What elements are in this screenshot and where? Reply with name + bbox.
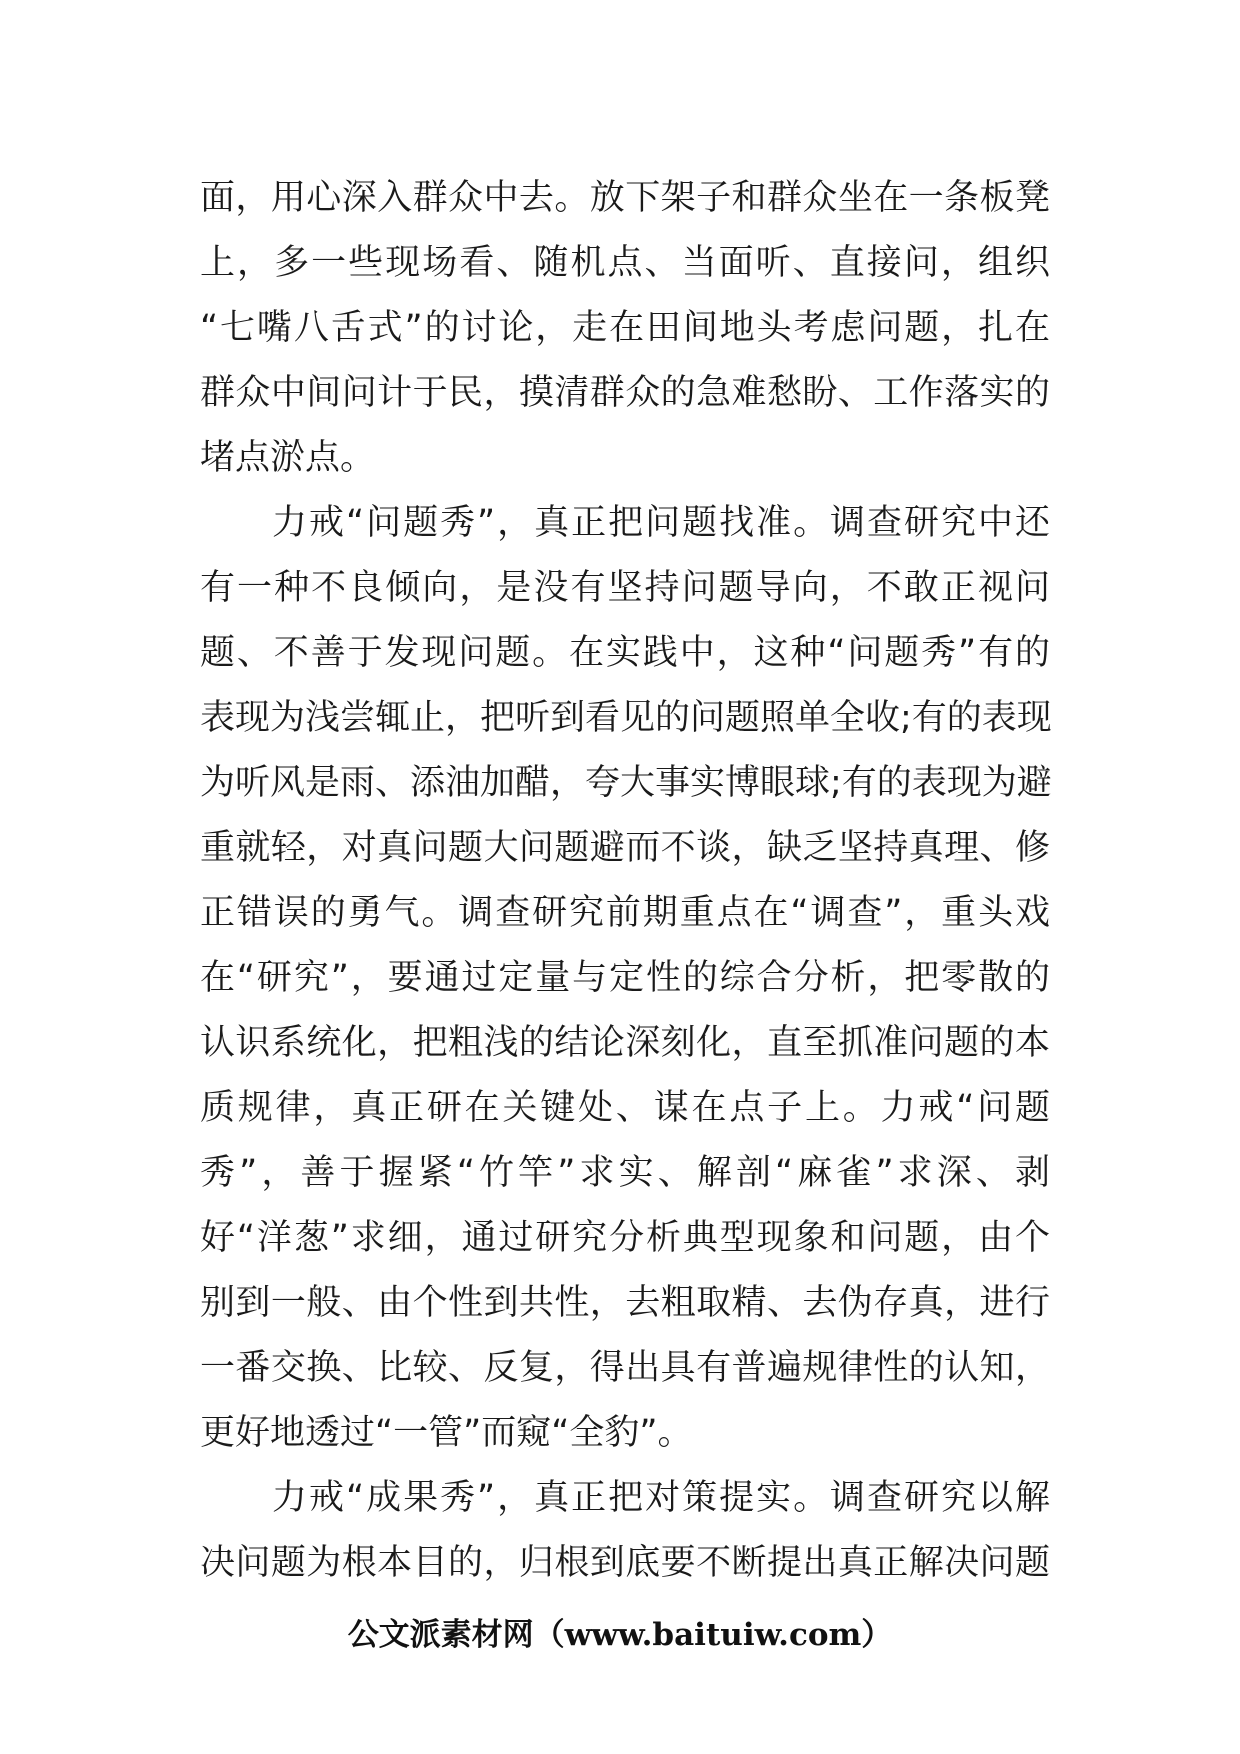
text-line: 一番交换、比较、反复，得出具有普遍规律性的认知， bbox=[200, 1348, 1050, 1388]
text-line: 好“洋葱”求细，通过研究分析典型现象和问题，由个 bbox=[200, 1218, 1050, 1258]
text-line: 有一种不良倾向，是没有坚持问题导向，不敢正视问 bbox=[200, 568, 1050, 608]
text-line: 群众中间问计于民，摸清群众的急难愁盼、工作落实的 bbox=[200, 373, 1050, 413]
text-line: 面，用心深入群众中去。放下架子和群众坐在一条板凳 bbox=[200, 178, 1050, 218]
text-line: 更好地透过“一管”而窥“全豹”。 bbox=[200, 1413, 693, 1453]
paragraph bbox=[200, 1466, 1050, 1596]
footer-watermark: 公文派素材网（www.baituiw.com） bbox=[347, 1617, 893, 1653]
text-line: 别到一般、由个性到共性，去粗取精、去伪存真，进行 bbox=[200, 1283, 1050, 1323]
text-line: 表现为浅尝辄止，把听到看见的问题照单全收;有的表现 bbox=[200, 698, 1052, 738]
paragraph bbox=[200, 166, 1050, 491]
text-line: 上，多一些现场看、随机点、当面听、直接问，组织 bbox=[200, 243, 1050, 283]
text-line: 在“研究”，要通过定量与定性的综合分析，把零散的 bbox=[200, 958, 1050, 998]
text-line: 决问题为根本目的，归根到底要不断提出真正解决问题 bbox=[200, 1543, 1050, 1583]
text-line: 认识系统化，把粗浅的结论深刻化，直至抓准问题的本 bbox=[200, 1023, 1050, 1063]
text-line: 重就轻，对真问题大问题避而不谈，缺乏坚持真理、修 bbox=[200, 828, 1050, 868]
paragraph bbox=[200, 491, 1050, 1466]
text-line: 正错误的勇气。调查研究前期重点在“调查”，重头戏 bbox=[200, 893, 1050, 933]
text-line: 质规律，真正研在关键处、谋在点子上。力戒“问题 bbox=[200, 1088, 1050, 1128]
text-line: 为听风是雨、添油加醋，夸大事实博眼球;有的表现为避 bbox=[200, 763, 1052, 803]
text-line: “七嘴八舌式”的讨论，走在田间地头考虑问题，扎在 bbox=[200, 308, 1050, 348]
text-line: 秀”，善于握紧“竹竿”求实、解剖“麻雀”求深、剥 bbox=[200, 1153, 1050, 1193]
text-line: 力戒“成果秀”，真正把对策提实。调查研究以解 bbox=[272, 1478, 1050, 1518]
text-line: 题、不善于发现问题。在实践中，这种“问题秀”有的 bbox=[200, 633, 1050, 673]
text-line: 力戒“问题秀”，真正把问题找准。调查研究中还 bbox=[272, 503, 1050, 543]
text-line: 堵点淤点。 bbox=[200, 438, 376, 478]
document-body bbox=[200, 166, 1050, 1596]
